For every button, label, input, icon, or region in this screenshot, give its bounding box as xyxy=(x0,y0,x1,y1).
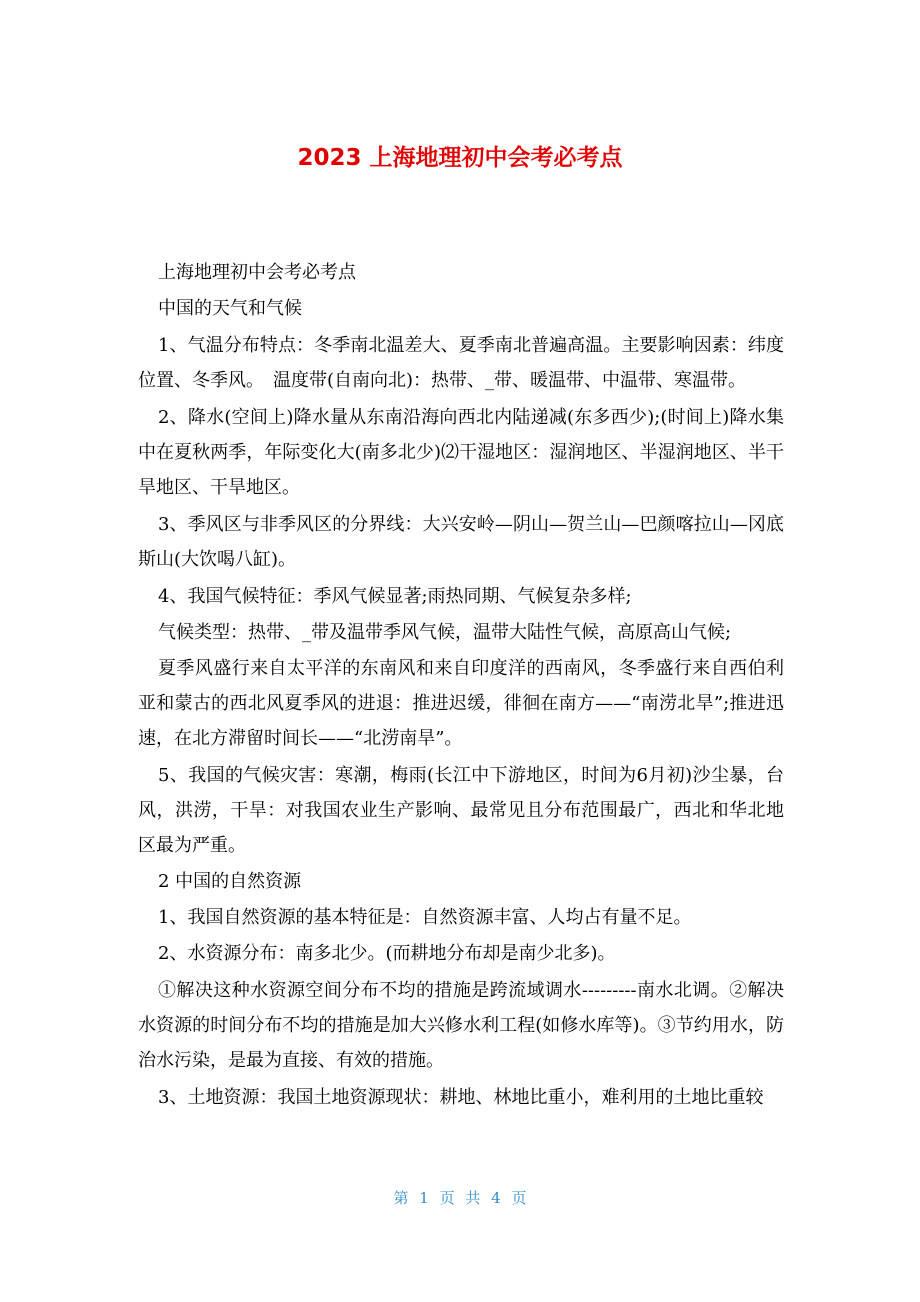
paragraph: 3、季风区与非季风区的分界线：大兴安岭—阴山—贺兰山—巴颜喀拉山—冈底斯山(大饮喝八缸)。 xyxy=(138,514,784,570)
document-body xyxy=(138,255,784,1116)
paragraph: 2 中国的自然资源 xyxy=(158,871,302,892)
paragraph: 上海地理初中会考必考点 xyxy=(158,262,356,283)
paragraph: 1、气温分布特点：冬季南北温差大、夏季南北普遍高温。主要影响因素：纬度位置、冬季风。 温度带(自南向北)：热带、_带、暖温带、中温带、寒温带。 xyxy=(138,335,784,391)
footer-current-page: 1 xyxy=(419,1189,429,1207)
footer-of-label: 页 共 xyxy=(439,1189,481,1207)
paragraph: 4、我国气候特征：季风气候显著;雨热同期、气候复杂多样; xyxy=(158,586,632,607)
page-footer xyxy=(0,1186,920,1210)
paragraph: 夏季风盛行来自太平洋的东南风和来自印度洋的西南风，冬季盛行来自西伯利亚和蒙古的西北风夏季风的进退：推进迟缓，徘徊在南方——“南涝北旱”;推进迅速，在北方滞留时间长——“北涝南旱”。 xyxy=(138,658,784,749)
paragraph: 1、我国自然资源的基本特征是：自然资源丰富、人均占有量不足。 xyxy=(158,907,692,928)
paragraph: 5、我国的气候灾害：寒潮，梅雨(长江中下游地区，时间为6月初)沙尘暴，台风，洪涝，干旱：对我国农业生产影响、最常见且分布范围最广，西北和华北地区最为严重。 xyxy=(138,765,784,856)
paragraph: 气候类型：热带、_带及温带季风气候，温带大陆性气候，高原高山气候; xyxy=(158,622,732,643)
footer-end-label: 页 xyxy=(511,1189,527,1207)
paragraph: 2、水资源分布：南多北少。(而耕地分布却是南少北多)。 xyxy=(158,943,616,964)
paragraph: 中国的天气和气候 xyxy=(158,298,302,319)
paragraph: ①解决这种水资源空间分布不均的措施是跨流域调水---------南水北调。②解决水资源的时间分布不均的措施是加大兴修水利工程(如修水库等)。③节约用水，防治水污染，是最为直接、有效的措施。 xyxy=(138,980,784,1071)
paragraph: 3、土地资源：我国土地资源现状：耕地、林地比重小，难利用的土地比重较 xyxy=(158,1087,764,1108)
document-title: 2023 上海地理初中会考必考点 xyxy=(297,145,623,171)
footer-page-label: 第 xyxy=(393,1189,409,1207)
footer-total-pages: 4 xyxy=(491,1189,501,1207)
paragraph: 2、降水(空间上)降水量从东南沿海向西北内陆递减(东多西少);(时间上)降水集中在夏秋两季，年际变化大(南多北少)⑵干湿地区：湿润地区、半湿润地区、半干旱地区、干旱地区。 xyxy=(138,407,784,498)
